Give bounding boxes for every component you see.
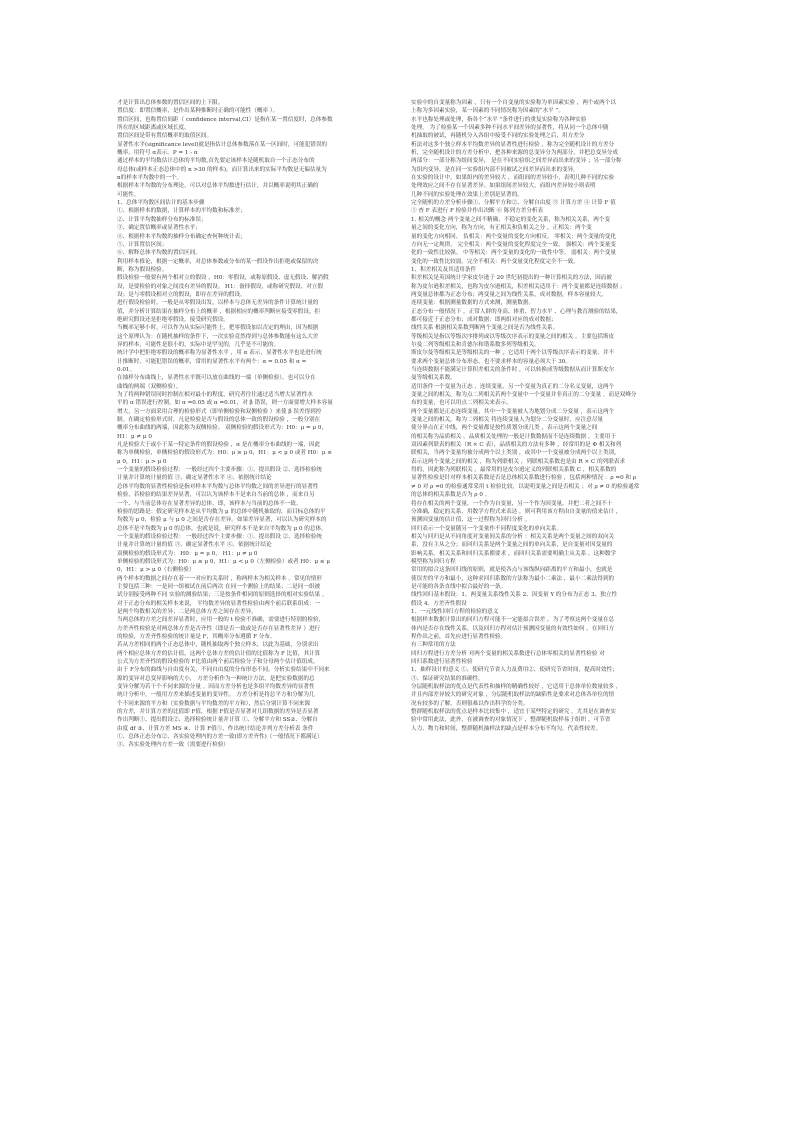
text-line: 两部分：一部分称为组间变异， 是在不同实验组之间差异而出来的变异 ；另一部分称 <box>411 158 622 165</box>
text-line: 分准确，稳定的关系，用数学方程式来表达 ，则可利用该方程由自变量的值来估计 ， <box>411 508 622 515</box>
text-line: 对于正态分布的相关样本来说， 平均数差异的显著性检验由两个前后联系组成：一 <box>117 600 321 607</box>
text-line: 在实验的设计中，如果组内的差异较大 ，而组间的差异较小，表明几种不同的实验 <box>411 175 615 182</box>
text-line: 当两总体的方差之间差异显著时，应用一般的 t 检验不准确，需要进行特别的检验， <box>117 617 325 624</box>
text-line: 实验中的自变量称为因素 ，只有一个自变量的实验称为单因素实验 ，两个或两个以 <box>411 100 616 106</box>
text-line: 的相关称为品质相关 ，品质相关处理的一般是计数数据而不是连续数据 ，主要用于 <box>411 433 616 440</box>
text-line: 影响关系。相关关系和回归关系都要求 ，而回归关系需要明确主从关系 ，这种数学 <box>411 550 616 557</box>
text-line: 整群随机取样法的优点是样本比较集中 ，适宜于某些特定的研究 ，尤其是在调查实 <box>411 709 616 716</box>
text-line: 1. 相关的概念 两个变量之间不精确、不稳定的变化关系，称为相关关系，两个变 <box>411 216 611 223</box>
text-line: ③、保证研究结果的准确性。 <box>411 675 484 682</box>
text-line: 况有较多的了解，否则很难以作出科学的分类。 <box>411 700 529 707</box>
text-line: 曲线的两端（双侧检验）。 <box>117 383 182 390</box>
text-line: 几种不同的实验处理在效果上差别是显著的。 <box>411 191 523 198</box>
text-line: 相关与回归是从不同角度对变量间关系的分析 ：相关关系是两个变量之间的双向关 <box>411 533 615 540</box>
text-line: 双因素列联表的相关（R × C 表），品质相关的方法有多种 ，经常用的是 Φ 相关和列 <box>411 442 622 449</box>
text-line: 一个变量的假设检验过程： 一般经过四个主要步骤：①、提出假设 ②、选择检验统 <box>117 533 322 540</box>
text-line: 0.01。 <box>117 367 136 373</box>
text-line: 根据样本平均数的分布理论，可以对总体平均数进行估计，并以概率说明其正确的 <box>117 183 319 190</box>
text-line: 得的，因此称为列联相关 ，最常用的是皮尔逊定义的列联相关系数 C ，相关系数的 <box>411 467 617 474</box>
text-line: 常用的拟合这条回归线的原则，就是使各点与该线纵向距离的平方和最小，也就是 <box>411 567 613 574</box>
text-line: 1．一元线性回归方程的检验的意义 <box>411 608 499 615</box>
text-line: 方向无一定规律。 完全相关：两个变量的变化程度完全一致。 强相关：两个变量变 <box>411 241 616 248</box>
text-line: 一个、与当前总体存在显著差异的总体，即，该样本与当前的总体不一致。 <box>117 500 302 507</box>
text-line: 回归表示一个变量随另一个变量作不同程度变化的单向关系。 <box>411 525 563 532</box>
text-line: 源的变异对总变异影响的大小， 方差分析作为一种统计方法，是把实验数据的总 <box>117 675 315 682</box>
text-line: 1、抽样设计的意义 ①、使研究节省人力及费用②、使研究节省时间，提高时效性； <box>411 667 618 674</box>
text-line: ①、根据样本的数据，计算样本的平均数和标准差； <box>117 208 246 215</box>
text-line: 是两个均数相关的差异；二是两总体方差之间存在差异。 <box>117 608 257 615</box>
text-line: μ 0，H1：μ > μ 0 <box>117 458 167 465</box>
text-line: 利用样本推论，根据一定概率，对总体参数或分布的某一假设作出拒绝或保留的决 <box>117 258 319 265</box>
text-line: 计量并计算统计量的值 ③、确定显著性水平 ④、依据统计结论 <box>117 542 272 549</box>
text-line: 总体不是平均数为 μ 0 的总体，也就是说，研究样本不是来自平均数为 μ 0 的总体。 <box>117 525 327 532</box>
text-line: 断，称为假设检验。 <box>117 266 168 273</box>
text-line: n的样本平均数中的一个。 <box>117 175 183 182</box>
text-line: 个不同来源的平方和（实验数据与平均数差的平方和），然后分别计算不同来源 <box>117 700 310 707</box>
text-line: 正态分布一般情况下 ，正常人群的身高、体重、智力水平 、心理与教育测验的结果， <box>411 308 622 315</box>
text-line: 回归系数进行显著性检验 <box>411 659 473 666</box>
text-line: 置信区间，也称置信间距（ confidence interval,CI）是指在某一置信度时，总体参数 <box>117 116 333 123</box>
text-line: 模型称为回归方程 <box>411 558 456 565</box>
text-line: 两变量总体都为正态分布；两变量之间为线性关系，成对数据，样本容量较大。 <box>411 291 607 298</box>
text-line: 异的样本，可能性是很小的，实际中是罕见的，几乎是不可能的。 <box>117 341 280 348</box>
text-line: 由度 df ③、计算方差 MS ④、计算 F值⑤、作出统计结论并列方差分析表 条件 <box>117 725 314 732</box>
text-line: 主要包括三种：一是同一组被试在前后两次 在同一个测验上的结果；二是同一组被 <box>117 583 321 590</box>
text-line: 量的变化方向相同。 负相关：两个变量的变化方向相反。 零相关：两个变量的变化 <box>411 233 616 240</box>
text-line: 析，完全随机设计的方差分析中，把各种来源的总变异分为两部分，并把总变异分成 <box>411 150 618 157</box>
text-line: 概率分布曲线的两端，因此称为双侧检验。 双侧检验的假设形式为：H0：μ = μ 0， <box>117 425 328 432</box>
text-line: 显著性水平(significance level)就是指估计总体参数落在某一区间时，可能犯错误的 <box>117 141 328 148</box>
text-line: 体内是否存在线性关系，以及回归方程对估计预测因变量的有效性如何 ，在回归方 <box>411 625 615 632</box>
text-line: 统计分析中，一般用方差来描述变量的变异性。 方差分析是将总平方和分解为几 <box>117 692 315 699</box>
text-line: 人力、物力和时间，整群随机抽样法的缺点是样本分布不均匀，代表性较差。 <box>411 725 602 732</box>
text-line: 量之间的变化方向，称为方向，有正相关和负相关之分 ，正相关：两个变 <box>411 225 592 232</box>
text-line: 为组内变异，是在同一实验组内部不同被试之间差异而出来的变异。 <box>411 166 579 173</box>
text-line: 表示这两个变量之间的相关 ，称为列联相关 ，列联相关系数也是由 R × C 的列联表求 <box>411 458 626 465</box>
text-line: 变量之间的相关，称为点二列相关若两个变量中一个变量并非真正的二分变量 ，而是双峰分 <box>411 392 637 399</box>
text-line: 机抽取的被试，再随机分入各组中接受不同的实验处理之后，用方差分 <box>411 133 585 140</box>
text-line: 当概率足够小时，可以作为从实际可能性上，把零假设加以否定的理由，因为根据 <box>117 325 319 332</box>
text-line: 使误差的平方和最小，这种求回归系数的方法称为最小二乘法 ，最小二乘法得到的 <box>411 575 615 582</box>
text-line: 有三种常用的方法 <box>411 642 456 649</box>
text-line: 进行假设检验时，一般是从零假设出发，以样本与总体无差异的条件计算统计量的 <box>117 300 319 307</box>
text-line: 假设 4、方差齐性假设 <box>411 600 467 607</box>
text-line: 两个相应总体方差的估计值，这两个总体方差的估计值的比值称为 F 比值，其计算 <box>117 650 321 657</box>
text-line: ⑤、计算置信区间； <box>117 241 168 248</box>
text-line: 试分别接受两种不同 实验的测验结果；三是按条件相同的原则选择的相对实验结果 。 <box>117 592 328 599</box>
text-line: 制。在确定检验形式时，凡是检验是否与假设的总体一致的假设检验 ，一般分别在 <box>117 417 321 424</box>
text-line: 使分界点在正中线，两个变量都是按性质划分成几类 ，表示这两个变量之间 <box>411 425 598 432</box>
right-text-column <box>411 99 751 733</box>
text-line: 才是计算出总体参数的置信区间的上下限。 <box>117 100 224 106</box>
text-line: 设，是要检验的对象之间没有差异的假设。 H1：备择假设，或称研究假设、对立假 <box>117 283 323 290</box>
text-line: ⑥、解释总体平均数的置信区间。 <box>117 250 201 257</box>
text-line: ⑤ 查 F 表进行 F 检验并作出决断 ⑥ 陈列方差分析表 <box>411 208 544 215</box>
text-line: 变化的一致性比较弱。完全不相关：两个变量变化程度完全不一致。 <box>411 258 579 265</box>
text-line: 两个样本的数据之间存在着一一对应的关系时 ，称两样本为相关样本 。常见的情形 <box>117 575 322 582</box>
text-line: ④、根据样本平均数的抽样分布确定查何种统计表； <box>117 233 246 240</box>
text-line: 双侧检验的假设形式为： H0：μ = μ 0， H1：μ ≠ μ 0 <box>117 550 258 557</box>
text-line: 变量之间的相关，称为二列相关 将连续变量人为划分二分变量时，应注意尽量 <box>411 417 603 424</box>
text-line: 系，没有主从之分；而回归关系是两个变量之间的单向关系，是自变量对因变量的 <box>411 542 613 549</box>
text-line: 的方差，并计算方差的比值即 F值，根据 F值是否显著对几组数据的差异是否显著 <box>117 709 319 716</box>
text-line: 方差齐性检验是对两总体方差是否齐性（即是否一致或是否存在显著性差异 ）进行 <box>117 625 321 632</box>
text-line: 置信区间是带有置信概率的取值区间。 <box>117 133 213 140</box>
text-line: 单侧检验的假设形式为：H0：μ ≥ μ 0，H1：μ < μ 0（左侧检验）或者 H0：μ ≤ μ <box>117 558 330 565</box>
text-line: 增大，另一方面采用合理的检验形式（即单侧检验和双侧检验 ）来使 β 误差得到控 <box>117 408 322 415</box>
text-line: 若从方差相同的两个正态总体中，随机抽取两个独立样本，以此为基础，分别求出 <box>117 642 319 649</box>
text-line: 是可能的各条直线中拟合最好的一条。 <box>411 583 507 590</box>
text-line: H1：μ ≠ μ 0 <box>117 433 152 440</box>
text-line: 的总体的相关系数是否为 ρ 0 。 <box>411 492 491 499</box>
text-line: 检验的思路是：假定研究样本是从平均数为 μ 的总体中随机抽取的，而目标总体的平 <box>117 508 326 515</box>
text-line: 积差相关是英国统计学家皮尔逊于 20 世纪初提出的一种计算相关的方法，因而被 <box>411 275 612 282</box>
text-line: 将存在相关的两个变量，一个作为自变量，另一个作为因变量，并把二者之间不十 <box>411 500 613 507</box>
text-line: 斯皮尔曼等级相关是等级相关的一种 ，它适用于两个以等级次序表示的变量，并不 <box>411 350 615 357</box>
text-line: 水平也称处理或处理，指各个“水平 ”条件进行的重复实验称为各种实验 <box>411 116 587 123</box>
text-line: 根据样本数据计算出的回归方程可能不一定能拟合误差 ，为了考察这两个变量在总 <box>411 617 615 624</box>
text-line: 都可接近于正态分布；成对数据：即两组对应的成对数据； <box>411 316 557 323</box>
text-line: 绝研究假设还是拒绝零假设，接受研究假设。 <box>117 316 229 323</box>
text-line: 处理效应之间不存在显著差异。如果组间差异较大，而组内差异较小则表明 <box>411 183 596 190</box>
text-line: 显著性检验是针对样本相关系数是否是总体相关系数进行检验 ，包括两种情况 ：ρ =0 和 ρ <box>411 475 637 482</box>
text-line: 母总体(或样本正态总体中的 n >30 的样本)，而计算出来的实际平均数是无偏估量为 <box>117 166 327 173</box>
text-line: 等级相关是指以等级次序排列或以等级次序表示的变量之间的相关 。主要包括斯皮 <box>411 333 615 340</box>
text-line: 回归方程进行方差分析 对两个变量的相关系数进行总体零相关的显著性检验 对 <box>411 650 605 657</box>
text-line: 总体平均数的显著性检验是指对样本平均数与总体平均数之间的差异进行的显著性 <box>117 483 319 490</box>
text-line: 在抽样分布曲线上，显著性水平既可以放在曲线的一端（单侧检验），也可以分在 <box>117 375 316 382</box>
left-text-column <box>117 99 457 750</box>
text-line: 适用条件一个变量为正态 、连续变量，另一个变量为真正的二分名义变量，这两个 <box>411 383 615 390</box>
text-line: 这个原理认为：在随机抽样的条件下，一次实验竟然得到与总体参数能有这么大差 <box>117 333 319 340</box>
text-line: 曼等级相关系数。 <box>411 375 456 382</box>
text-line: ①、总体正态分布②、各实验处理内的方差一致(即方差齐性)（一般情况下都满足） <box>117 734 323 741</box>
text-line: 称为单侧检验，单侧检验的假设形式为：H0：μ ≥ μ 0，H1：μ < μ 0 或者 H0：μ ≤ <box>117 450 332 457</box>
text-line: 由于 F分布的曲线与自由度有关，不同自由度的分布形态不同。分析实验结果中不同来 <box>117 667 330 674</box>
text-line: 变异分解为若干个不同来源的分量 。因而方差分析也是多组平均数差异的显著性 <box>117 684 315 691</box>
text-line: ③、各实验处理内方差一致（需要进行检验） <box>117 742 229 749</box>
text-line: 处理。 为了检验某一个因素多种不同水平间差异的显著性，将从同一个总体中随 <box>411 125 609 132</box>
text-line: 预测因变量的估计值，这一过程称为回归分析 。 <box>411 517 531 524</box>
text-line: 值，并分析计算结果在抽样分布上的概率 ，根据相应的概率判断应接受零假设，拒 <box>117 308 321 315</box>
text-line: 检验，若检验的结果差异显著，可以认为该样本不是来自当前的总体 ，而来自另 <box>117 492 315 499</box>
text-line: 并且内部差异较大的研究对象 ，分层随机取样法的缺陷性是要求对总体各单位的情 <box>411 692 615 699</box>
text-line: 分层随机取样法的优点是代表性和抽样的精确性较好 ，它适用于总体单位数量较多 ， <box>411 684 622 691</box>
text-line: 尔曼二列等级相关和肯德尔和谐系数多列等级相关。 <box>411 341 540 348</box>
text-line: 一个变量的假设检验过程： 一般经过四个主要步骤：①、提出假设 ②、选择检验统 <box>117 467 322 474</box>
text-line: 计推断时，可能犯错误的概率，常用的显著性水平有两个：α = 0.05 和 α = <box>117 358 307 365</box>
text-line: 线性回归基本假设：1、两变量关系线性关系 2、因变量 Y 的分布为正态 3、独立性 <box>411 592 618 599</box>
text-line: 假设检验一般要有两个相对立的假设 ，H0：零假设，或称原假设、虚无假设、解消假 <box>117 275 329 282</box>
text-line: 可能性。 <box>117 191 140 198</box>
text-line: 两个变量都是正态连续变量，其中一个变量被人为地划分成二分变量 ，表示这两个 <box>411 408 615 415</box>
text-line: 所在的区域距离或区域长度。 <box>117 125 190 132</box>
text-line: 通过样本的平均数估计总体的平均数,首先要定该样本是随机取自一个正态分布的 <box>117 158 315 165</box>
text-line: ②、计算平均数抽样分布的标准误； <box>117 216 207 223</box>
text-line: 称为皮尔逊积差相关，也称为皮尔逊相关，积差相关适用于：两个变量都是连续数据 ； <box>411 283 626 290</box>
text-line: 联相关，当两个变量均被分成两个以上类别 ，或其中一个变量被分成两个以上类别， <box>411 450 620 457</box>
text-line: 为了将两种错误同时控制在相对最小的程度，研究者往往通过适当增大显著性水 <box>117 392 313 399</box>
text-line: 上称为多因素实验，某一因素的不同情况称为因素的“水平 ”。 <box>411 108 564 115</box>
text-line: 均数为 μ 0，检验 μ 与 μ 0 之间是否存在差异。如果差异显著，可以认为研究样本的 <box>117 517 327 524</box>
text-line: 当连续数据不能满足计算积差相关的条件时 ，可以转换成等级数据从而计算斯皮尔 <box>411 367 615 373</box>
text-line: 完全随机的方差分析步骤①、分解平方和②、分解自由度 ③ 计算方差 ④ 计算 F 值 <box>411 200 616 207</box>
text-line: 计量并计算统计量的值 ③、确定显著性水平 ④、依据统计结论 <box>117 475 272 482</box>
text-line: 凡是检验大于或小于某一特定条件的假设检验 ，α 是在概率分布曲线的一端，因此 <box>117 442 321 449</box>
text-line: 1、总体平均数区间估计的基本步骤 <box>117 200 205 207</box>
text-line: 析法对这多个独立样本平均数差异的显著性进行检验 ，称为完全随机设计的方差分 <box>411 141 615 148</box>
text-line: 统计学中把拒绝零假设的概率称为显著性水平 ，用 α 表示，显著性水平也是进行统 <box>117 350 322 357</box>
text-line: ③、确定置信概率或显著性水平； <box>117 225 201 232</box>
text-line: 0，H1：μ > μ 0（右侧检验） <box>117 567 195 574</box>
text-line: ≠ 0 对 ρ =0 的检验通常采用 t 检验比较，以说明变量之间是否相关 ；对 ρ ≠ 0 的检验通常 <box>411 483 640 490</box>
text-line: 程作出之前，首先应进行显著性检验。 <box>411 634 507 640</box>
text-line: 平的 α 错误进行控制，如 α =0.05 或 α =0.01，对 β 错误，则一方面要增大样本容量 <box>117 400 333 407</box>
text-line: 要求两个变量总体分布形态，也不要求样本的容量必须大于 30。 <box>411 358 571 365</box>
text-line: 连续变量：根据测量数据的方式来测，测量数据。 <box>411 300 535 307</box>
text-line: 置信度：即置信概率，是作出某种推断时正确的可能性（概率 ）。 <box>117 108 279 115</box>
text-line: 化的一致性比较强。 中等相关：两个变量的变化的一致性中等。 弱相关：两个变量 <box>411 250 616 257</box>
text-line: 线性关系 根据相关系数判断两个变量之间是否为线性关系。 <box>411 325 559 332</box>
text-line: 布的变量，也可以用点二列相关来表示。 <box>411 400 512 407</box>
text-line: 的检验，方差齐性检验的统计量是 F，其概率分布遵循 F 分布。 <box>117 634 276 640</box>
text-line: 作出判断①、提出假设②、选择检验统计量并计算 ①、分解平方和 SS②、分解自 <box>117 717 318 724</box>
text-line: 1、积差相关及其适用条件 <box>411 266 477 273</box>
text-line: 公式为方差齐性的假设检验的 F比值由两个前后检验分子和分母两个估计值组成。 <box>117 659 319 666</box>
text-line: 设；是与零假设相对立的假设，即存在差异的假设。 <box>117 291 246 298</box>
text-line: 验中常用此法，此外，在被调查的对象情况下 ，整群随机取样易于组织 ，可节省 <box>411 717 611 724</box>
text-line: 概率，用符号 α表示。P = 1 - α <box>117 150 198 157</box>
